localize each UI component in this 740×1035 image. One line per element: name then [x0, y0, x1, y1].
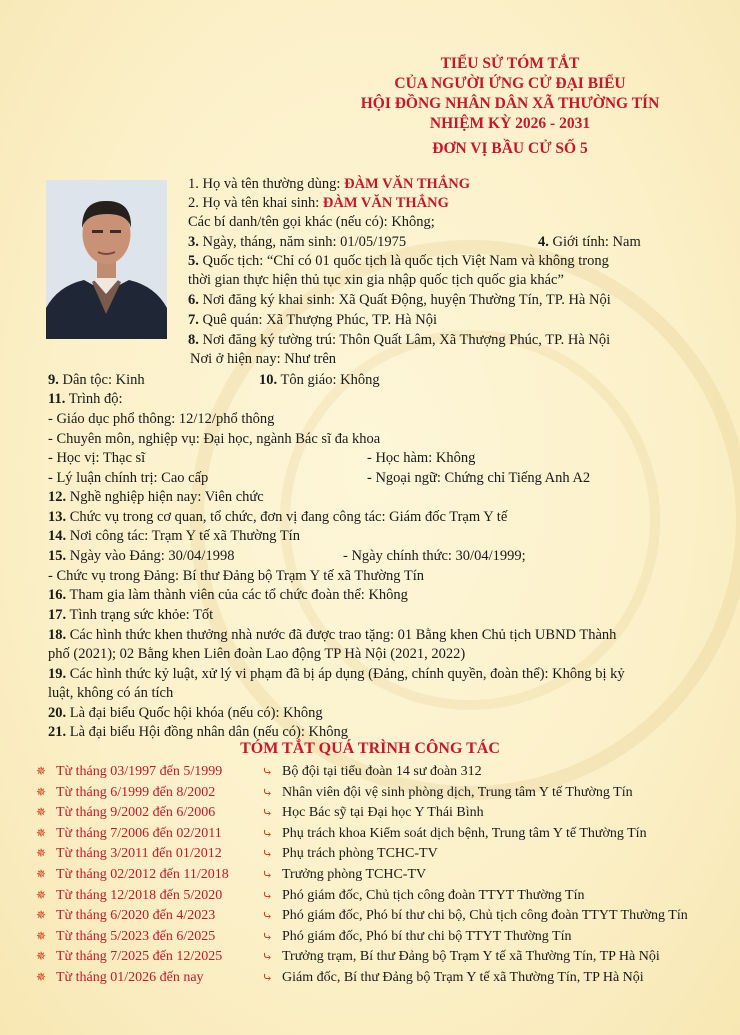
- edu-academic-title: - Học hàm: Không: [367, 450, 476, 466]
- career-description: Bộ đội tại tiểu đoàn 14 sư đoàn 312: [282, 764, 482, 779]
- career-description: Phụ trách khoa Kiểm soát dịch bệnh, Trung tâm Y tế Thường Tín: [282, 825, 647, 841]
- career-period: Từ tháng 3/2011 đến 01/2012: [56, 846, 222, 862]
- edu-foreign-language: - Ngoại ngữ: Chứng chỉ Tiếng Anh A2: [367, 470, 591, 486]
- field-discipline-cont: luật, không có án tích: [48, 685, 174, 701]
- star-bullet-icon: ✵: [36, 887, 47, 902]
- header-council: HỘI ĐỒNG NHÂN DÂN XÃ THƯỜNG TÍN: [360, 95, 660, 112]
- common-name-value: ĐÀM VĂN THẮNG: [344, 176, 471, 192]
- career-period: Từ tháng 6/1999 đến 8/2002: [56, 784, 216, 800]
- field-peoples-council: 21. Là đại biểu Hội đồng nhân dân (nếu có): Không: [48, 724, 348, 740]
- arrow-icon: ⤷: [262, 825, 273, 841]
- star-bullet-icon: ✵: [36, 908, 47, 923]
- star-bullet-icon: ✵: [36, 805, 47, 820]
- field-birth-date: 3. Ngày, tháng, năm sinh: 01/05/1975: [188, 234, 407, 250]
- career-period: Từ tháng 6/2020 đến 4/2023: [56, 908, 216, 924]
- star-bullet-icon: ✵: [36, 784, 47, 799]
- field-gender: 4. Giới tính: Nam: [538, 234, 641, 250]
- career-section-title: TÓM TẮT QUÁ TRÌNH CÔNG TÁC: [240, 740, 500, 757]
- career-description: Phó giám đốc, Chủ tịch công đoàn TTYT Thường Tín: [282, 887, 585, 903]
- document-header: [300, 54, 720, 159]
- field-party-position: - Chức vụ trong Đảng: Bí thư Đảng bộ Trạm Y tế xã Thường Tín: [48, 568, 425, 584]
- field-nationality: 5. Quốc tịch: “Chỉ có 01 quốc tịch là quốc tịch Việt Nam và không trong: [188, 253, 609, 269]
- star-bullet-icon: ✵: [36, 764, 47, 778]
- career-period: Từ tháng 7/2025 đến 12/2025: [56, 949, 223, 965]
- star-bullet-icon: ✵: [36, 949, 47, 964]
- career-description: Nhân viên đội vệ sinh phòng dịch, Trung tâm Y tế Thường Tín: [282, 784, 633, 800]
- field-awards-cont: phố (2021); 02 Bằng khen Liên đoàn Lao động TP Hà Nội (2021, 2022): [48, 646, 466, 662]
- star-bullet-icon: ✵: [36, 866, 47, 881]
- field-ethnicity: 9. Dân tộc: Kinh: [48, 372, 145, 388]
- arrow-icon: ⤷: [262, 949, 273, 965]
- star-bullet-icon: ✵: [36, 969, 47, 984]
- career-period: Từ tháng 12/2018 đến 5/2020: [56, 887, 223, 903]
- field-qualification: 11. Trình độ:: [48, 391, 123, 407]
- birth-name-value: ĐÀM VĂN THẮNG: [322, 195, 449, 211]
- career-description: Phó giám đốc, Phó bí thư chi bộ TTYT Thường Tín: [282, 928, 572, 944]
- field-religion: 10. Tôn giáo: Không: [259, 372, 380, 388]
- header-title: TIỂU SỬ TÓM TẮT: [440, 55, 580, 72]
- arrow-icon: ⤷: [262, 928, 273, 944]
- field-occupation: 12. Nghề nghiệp hiện nay: Viên chức: [48, 489, 264, 505]
- candidate-photo: [46, 180, 167, 339]
- arrow-icon: ⤷: [262, 887, 273, 903]
- field-national-assembly: 20. Là đại biểu Quốc hội khóa (nếu có): Không: [48, 705, 323, 721]
- field-hometown: 7. Quê quán: Xã Thượng Phúc, TP. Hà Nội: [188, 312, 437, 328]
- star-bullet-icon: ✵: [36, 846, 47, 861]
- arrow-icon: ⤷: [262, 764, 273, 779]
- edu-degree: - Học vị: Thạc sĩ: [48, 450, 146, 466]
- career-period: Từ tháng 5/2023 đến 6/2025: [56, 928, 216, 944]
- field-birth-registration: 6. Nơi đăng ký khai sinh: Xã Quất Động, huyện Thường Tín, TP. Hà Nội: [188, 292, 611, 308]
- career-period: Từ tháng 01/2026 đến nay: [56, 969, 204, 985]
- career-description: Trưởng phòng TCHC-TV: [282, 866, 427, 882]
- field-discipline: 19. Các hình thức kỷ luật, xử lý vi phạm đã bị áp dụng (Đảng, chính quyền, đoàn thể): Không bị kỷ: [48, 666, 625, 682]
- field-party-join-date: 15. Ngày vào Đảng: 30/04/1998: [48, 548, 235, 564]
- star-bullet-icon: ✵: [36, 928, 47, 943]
- edu-specialty: - Chuyên môn, nghiệp vụ: Đại học, ngành Bác sĩ đa khoa: [48, 431, 381, 447]
- field-birth-name: 2. Họ và tên khai sinh: ĐÀM VĂN THẮNG: [188, 195, 449, 211]
- career-description: Phó giám đốc, Phó bí thư chi bộ, Chủ tịch công đoàn TTYT Thường Tín: [282, 908, 688, 924]
- career-period: Từ tháng 7/2006 đến 02/2011: [56, 825, 222, 841]
- field-alias: Các bí danh/tên gọi khác (nếu có): Không;: [188, 214, 435, 230]
- arrow-icon: ⤷: [262, 908, 273, 924]
- field-common-name: 1. Họ và tên thường dùng: ĐÀM VĂN THẮNG: [188, 176, 471, 192]
- header-electoral-unit: ĐƠN VỊ BẦU CỬ SỐ 5: [432, 140, 588, 157]
- career-description: Phụ trách phòng TCHC-TV: [282, 846, 438, 862]
- field-organizations: 16. Tham gia làm thành viên của các tổ chức đoàn thể: Không: [48, 587, 408, 603]
- career-period: Từ tháng 03/1997 đến 5/1999: [56, 764, 223, 779]
- header-term: NHIỆM KỲ 2026 - 2031: [429, 115, 591, 132]
- career-period: Từ tháng 02/2012 đến 11/2018: [56, 866, 229, 882]
- career-description: Trưởng trạm, Bí thư Đảng bộ Trạm Y tế xã Thường Tín, TP Hà Nội: [282, 949, 660, 965]
- portrait-illustration: [46, 180, 167, 339]
- field-residence: 8. Nơi đăng ký tường trú: Thôn Quất Lâm, Xã Thượng Phúc, TP. Hà Nội: [188, 332, 611, 348]
- field-health: 17. Tình trạng sức khỏe: Tốt: [48, 607, 214, 623]
- field-nationality-cont: thời gian thực hiện thủ tục xin gia nhập quốc tịch quốc gia khác”: [188, 272, 564, 288]
- arrow-icon: ⤷: [262, 784, 273, 800]
- field-party-official-date: - Ngày chính thức: 30/04/1999;: [343, 548, 526, 564]
- arrow-icon: ⤷: [262, 969, 273, 985]
- edu-general: - Giáo dục phổ thông: 12/12/phổ thông: [48, 411, 275, 427]
- career-description: Giám đốc, Bí thư Đảng bộ Trạm Y tế xã Thường Tín, TP Hà Nội: [282, 969, 644, 985]
- star-bullet-icon: ✵: [36, 825, 47, 840]
- arrow-icon: ⤷: [262, 866, 273, 882]
- header-subtitle: CỦA NGƯỜI ỨNG CỬ ĐẠI BIỂU: [394, 75, 626, 92]
- arrow-icon: ⤷: [262, 805, 273, 821]
- career-description: Học Bác sỹ tại Đại học Y Thái Bình: [282, 805, 484, 821]
- career-period: Từ tháng 9/2002 đến 6/2006: [56, 805, 216, 821]
- field-position: 13. Chức vụ trong cơ quan, tổ chức, đơn vị đang công tác: Giám đốc Trạm Y tế: [48, 509, 508, 525]
- arrow-icon: ⤷: [262, 846, 273, 862]
- field-current-residence: Nơi ở hiện nay: Như trên: [190, 351, 337, 367]
- field-awards: 18. Các hình thức khen thưởng nhà nước đã được trao tặng: 01 Bằng khen Chủ tịch UBND Thành: [48, 627, 617, 643]
- edu-political-theory: - Lý luận chính trị: Cao cấp: [48, 470, 209, 486]
- field-workplace: 14. Nơi công tác: Trạm Y tế xã Thường Tín: [48, 528, 300, 544]
